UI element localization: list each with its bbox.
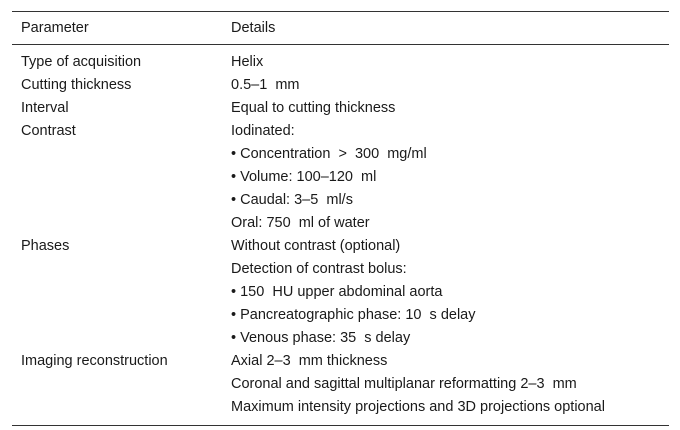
header-details: Details: [231, 20, 276, 36]
ct-protocol-table: [12, 11, 669, 426]
row-detail-line: • Caudal: 3–5 ml/s: [231, 192, 353, 208]
row-detail-line: 0.5–1 mm: [231, 77, 300, 93]
parameters-table: [12, 11, 669, 426]
header-parameter: Parameter: [21, 20, 89, 36]
table-row: [12, 120, 669, 235]
row-parameter: Interval: [21, 100, 69, 116]
header-row: [12, 12, 669, 45]
row-detail-line: Equal to cutting thickness: [231, 100, 396, 116]
row-detail-line: • Pancreatographic phase: 10 s delay: [231, 307, 476, 323]
row-parameter: Phases: [21, 238, 70, 254]
row-parameter: Type of acquisition: [21, 54, 142, 70]
row-detail-line: Oral: 750 ml of water: [231, 215, 370, 231]
table-row: [12, 74, 669, 97]
row-detail-line: • Volume: 100–120 ml: [231, 169, 377, 185]
table-body: [12, 45, 669, 426]
table-header: [12, 12, 669, 45]
row-detail-line: Coronal and sagittal multiplanar reformatting 2–3 mm: [231, 376, 577, 392]
row-detail-line: Without contrast (optional): [231, 238, 401, 254]
row-parameter: Imaging reconstruction: [21, 353, 168, 369]
table-row: [12, 97, 669, 120]
table-row: [12, 350, 669, 426]
row-detail-line: Iodinated:: [231, 123, 295, 139]
table-row: [12, 235, 669, 350]
row-detail-line: Helix: [231, 54, 264, 70]
row-detail-line: Axial 2–3 mm thickness: [231, 353, 388, 369]
row-detail-line: Maximum intensity projections and 3D projections optional: [231, 399, 605, 415]
row-detail-line: • Venous phase: 35 s delay: [231, 330, 411, 346]
row-detail-line: Detection of contrast bolus:: [231, 261, 407, 277]
row-parameter: Cutting thickness: [21, 77, 132, 93]
row-parameter: Contrast: [21, 123, 76, 139]
table-row: [12, 45, 669, 75]
row-detail-line: • 150 HU upper abdominal aorta: [231, 284, 443, 300]
row-detail-line: • Concentration > 300 mg/ml: [231, 146, 427, 162]
